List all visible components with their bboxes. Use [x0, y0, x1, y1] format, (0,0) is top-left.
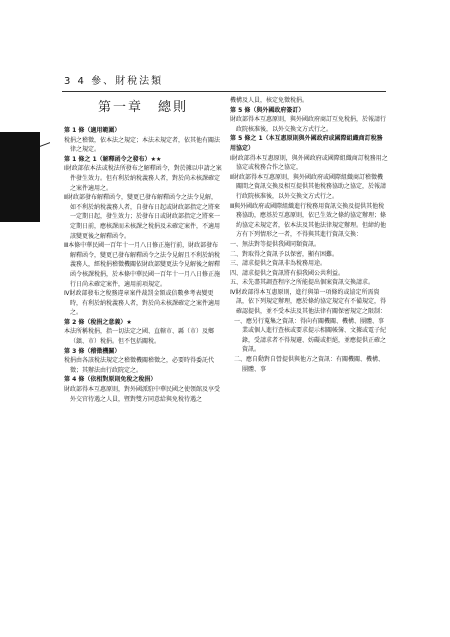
text-paragraph: Ⅰ財政部得本互惠原則，與外國政府或國際組織商訂稅務用之協定或稅務合作之協定，	[230, 154, 388, 172]
text-paragraph: 財政部得本互惠原則，與外國政府商訂互免稅捐，於報請行政院核准後，以外交換文方式行之。	[230, 116, 387, 133]
article-heading: 第 5 條（與外國政府簽訂）	[230, 106, 305, 114]
left-column	[64, 96, 222, 542]
text-paragraph: Ⅲ與外國政府或國際組織進行稅務用資訊交換及提供其他稅務協助，應基於互惠原則，依已生效之條約協定辦理；條約協定未規定者，依本法及其他法律規定辦理。但締約他方有下列情形之一者，不得與其進行資訊交換：	[230, 202, 387, 239]
tab-mark	[40, 142, 50, 153]
text-paragraph: 三、請求提供之資訊非為稅務用途。	[230, 260, 327, 268]
article-heading: 第 4 條（依相對原則免稅之稅捐）	[64, 376, 157, 384]
running-header: 3 4 參、財稅法類	[64, 76, 164, 87]
text-paragraph: Ⅱ財政部得本互惠原則，與外國政府或國際組織商訂稽徵機關間之資訊交換及相互提供其他稅務協助之協定，於報請行政院核准後，以外交換文方式行之。	[230, 173, 387, 200]
text-paragraph: 財政部得本互惠原則，對外國派駐中華民國之使領館及享受外交官待遇之人員，暨對雙方同意給與免稅待遇之	[64, 386, 221, 403]
text-paragraph: 一、應另行蒐集之資訊：得向有關機關、機構、團體、事業或個人進行查核或要求提示相關帳簿、文據或電子紀錄，受請求者不得規避、妨礙或拒絕，並應提供正確之資訊。	[234, 317, 387, 354]
text-paragraph: 機構及人員，核定免徵稅捐。	[230, 97, 309, 104]
text-paragraph: 本法所稱稅捐，指一切法定之國、直轄市、縣（市）及鄉（鎮、市）稅捐。但不包括關稅。	[64, 328, 215, 346]
text-paragraph: Ⅳ財政部得本互惠原則，進行與第一項條約或協定所需資訊，依下列規定辦理，應於條約協定規定有不備規定，得確認提供，並不受本法及其他法律有關保密規定之限制：	[230, 288, 387, 316]
text-paragraph: 一、無法對等提供我國同類資訊。	[230, 240, 321, 248]
article-heading: 第 1 條（適用範圍）	[64, 127, 121, 134]
right-text-body	[230, 96, 388, 374]
chapter-title: 第一章 總則	[97, 100, 188, 115]
text-paragraph: Ⅲ本條中華民國一百年十一月八日修正施行前，財政部發布解釋函令，變更已發布解釋函令之法令見解且不利於納稅義務人，經稅捐稽徵機關依財政部變更法令見解後之解釋函令核課稅捐，於本條中華民國一百年十一月八日修正施行日尚未確定案件，適用前項規定。	[64, 242, 221, 288]
text-paragraph: Ⅰ財政部依本法或稅法所發布之解釋函令，對於據以申請之案件發生效力。但有利於納稅義務人者，對於尚未核課確定之案件適用之。	[64, 165, 222, 192]
text-paragraph: Ⅱ財政部發布解釋函令，變更已發布解釋函令之法令見解，如不利於納稅義務人者，自發布日起或財政部指定之將來一定期日起，發生效力；於發布日或財政部指定之將來一定期日前，應核課而未核課之稅捐及未確定案件，不適用該變更後之解釋函令。	[64, 194, 221, 240]
text-paragraph: 四、請求提供之資訊將有損我國公共利益。	[230, 269, 345, 277]
right-column	[230, 96, 388, 542]
article-heading: 第 3 條（稽徵機關）	[64, 347, 121, 355]
text-paragraph: 二、應自動對自營提供與他方之資訊：有關機關、機構、團體、事	[234, 356, 385, 373]
article-heading: 第 1 條之 1（解釋函令之發布）★★	[64, 155, 162, 163]
section-tab	[0, 132, 40, 222]
article-heading: 第 2 條（稅捐之意義）★	[64, 318, 132, 326]
text-paragraph: 五、未先盡其調查程序之所能提出個案資訊交換請求。	[230, 279, 375, 287]
text-paragraph: 稅捐由各該稅法規定之稽徵機關稽徵之，必要時得委託代徵；其辦法由行政院定之。	[64, 357, 215, 374]
text-paragraph: Ⅳ財政部發布之稅務違章案件裁罰金額或倍數參考表變更時，有利於納稅義務人者，對於尚未核課確定之案件適用之。	[64, 290, 221, 317]
text-paragraph: 稅捐之稽徵，依本法之規定；本法未規定者，依其他有關法律之規定。	[64, 136, 221, 154]
article-heading: 第 5 條之 1（本互惠原則與外國政府或國際組織商訂稅務用協定）	[230, 135, 383, 152]
left-text-body	[64, 126, 222, 404]
header-rule	[62, 91, 386, 92]
text-paragraph: 二、對取得之資訊予以保密，顯有困難。	[230, 250, 339, 258]
